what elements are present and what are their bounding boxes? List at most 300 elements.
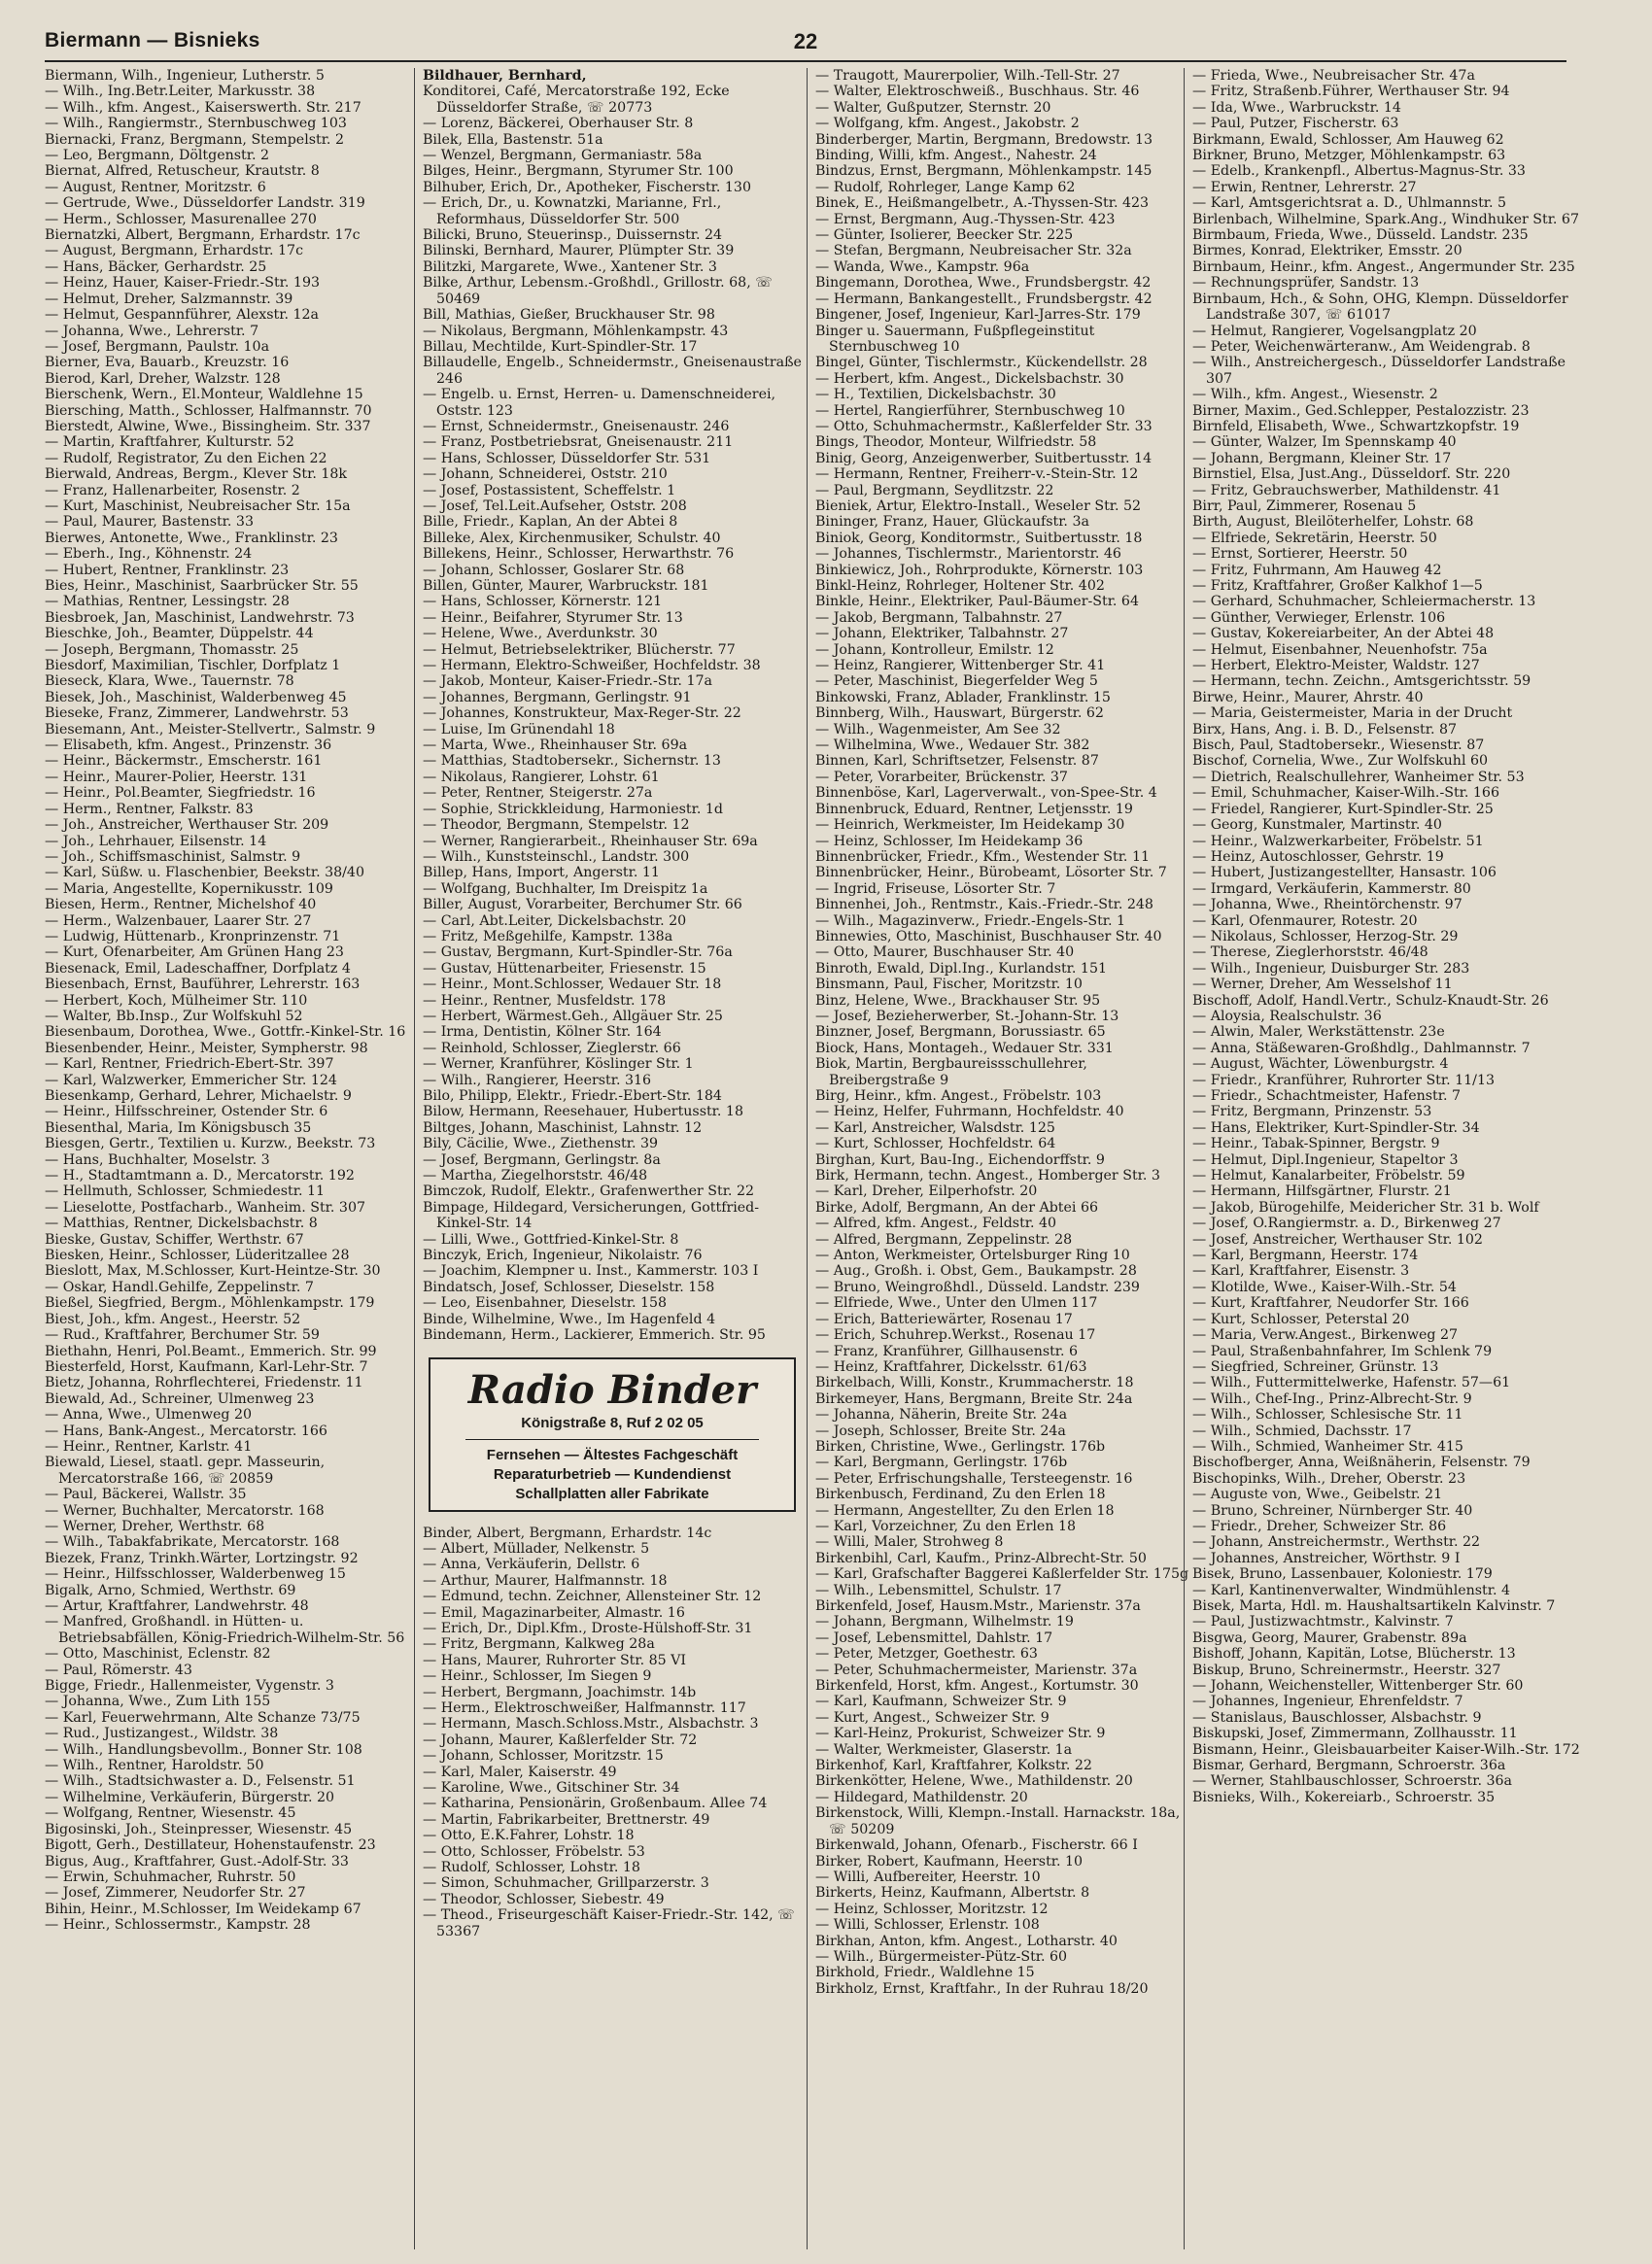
- directory-entry: — Peter, Weichenwärteranw., Am Weidengrab. 8: [1192, 338, 1531, 355]
- directory-entry: — Karl, Kantinenverwalter, Windmühlenstr. 4: [1192, 1582, 1511, 1598]
- directory-entry: — Lilli, Wwe., Gottfried-Kinkel-Str. 8: [423, 1231, 679, 1248]
- directory-entry: — Luise, Im Grünendahl 18: [423, 721, 615, 738]
- directory-entry: — Johann, Weichensteller, Wittenberger Str. 60: [1192, 1678, 1524, 1695]
- directory-entry: Birmes, Konrad, Elektriker, Emsstr. 20: [1192, 243, 1463, 259]
- directory-entry: Binz, Helene, Wwe., Brackhauser Str. 95: [815, 992, 1101, 1009]
- header-name-range: Biermann — Bisnieks: [45, 29, 260, 51]
- directory-entry: — Paul, Bergmann, Seydlitzstr. 22: [815, 482, 1054, 498]
- directory-entry: — Friedr., Dreher, Schweizer Str. 86: [1192, 1518, 1447, 1534]
- directory-entry: — Günter, Walzer, Im Spennskamp 40: [1192, 434, 1457, 451]
- directory-entry: — Karl, Feuerwehrmann, Alte Schanze 73/75: [45, 1709, 361, 1726]
- directory-entry: — Heinr., Maurer-Polier, Heerstr. 131: [45, 769, 308, 785]
- directory-entry: — Artur, Kraftfahrer, Landwehrstr. 48: [45, 1598, 309, 1614]
- directory-entry: — Wilh., Kunststeinschl., Landstr. 300: [423, 848, 690, 865]
- directory-entry: — Albert, Müllader, Nelkenstr. 5: [423, 1540, 650, 1557]
- directory-entry: — Hans, Schlosser, Düsseldorfer Str. 531: [423, 450, 711, 466]
- directory-entry: Binding, Willi, kfm. Angest., Nahestr. 24: [815, 148, 1097, 164]
- page-header: [45, 27, 1566, 62]
- directory-entry: — Gustav, Bergmann, Kurt-Spindler-Str. 76a: [423, 944, 733, 961]
- directory-entry: — Alfred, Bergmann, Zeppelinstr. 28: [815, 1231, 1073, 1248]
- directory-entry: — Herbert, Elektro-Meister, Waldstr. 127: [1192, 658, 1480, 674]
- directory-entry: Bisnieks, Wilh., Kokereiarb., Schroerstr. 35: [1192, 1789, 1496, 1805]
- directory-entry: — Stanislaus, Bauschlosser, Alsbachstr. 9: [1192, 1709, 1482, 1726]
- directory-entry: — Katharina, Pensionärin, Großenbaum. Allee 74: [423, 1796, 768, 1812]
- directory-entry: — Karl, Bergmann, Heerstr. 174: [1192, 1248, 1419, 1264]
- directory-entry: — Helmut, Dreher, Salzmannstr. 39: [45, 291, 293, 307]
- directory-entry: — Wanda, Wwe., Kampstr. 96a: [815, 258, 1030, 275]
- directory-entry: — Joh., Anstreicher, Werthauser Str. 209: [45, 817, 329, 834]
- directory-entry: — Sophie, Strickkleidung, Harmoniestr. 1d: [423, 801, 723, 817]
- directory-entry: — Otto, Maschinist, Eclenstr. 82: [45, 1646, 271, 1663]
- directory-entry: — Karl, Grafschafter Baggerei Kaßlerfelder Str. 175g: [815, 1566, 1189, 1583]
- ad-line-2: Reparaturbetrieb — Kundendienst: [493, 1465, 732, 1483]
- directory-entry: — H., Stadtamtmann a. D., Mercatorstr. 192: [45, 1168, 355, 1184]
- directory-entry: — Rechnungsprüfer, Sandstr. 13: [1192, 275, 1420, 292]
- directory-entry: — Ernst, Schneidermstr., Gneisenaustr. 246: [423, 418, 730, 434]
- directory-entry: — Franz, Postbetriebsrat, Gneisenaustr. 211: [423, 434, 734, 451]
- directory-entry: — Wilh., Stadtsichwaster a. D., Felsenstr. 51: [45, 1773, 356, 1790]
- directory-entry: — August, Bergmann, Erhardstr. 17c: [45, 243, 304, 259]
- directory-entry: — Wolfgang, Rentner, Wiesenstr. 45: [45, 1805, 296, 1822]
- directory-entry: — Karl, Süßw. u. Flaschenbier, Beekstr. 38/40: [45, 865, 364, 881]
- directory-entry: — August, Wächter, Löwenburgstr. 4: [1192, 1056, 1449, 1073]
- directory-entry: Binnewies, Otto, Maschinist, Buschhauser Str. 40: [815, 928, 1162, 944]
- column-4: [1184, 68, 1595, 2249]
- directory-entry: Billaudelle, Engelb., Schneidermstr., Gneisenaustraße 246: [423, 355, 802, 387]
- directory-entry: — Werner, Dreher, Werthstr. 68: [45, 1518, 265, 1534]
- directory-entry: Bihin, Heinr., M.Schlosser, Im Weidekamp 67: [45, 1901, 361, 1917]
- directory-entry: — Karl, Dreher, Eilperhofstr. 20: [815, 1183, 1038, 1200]
- directory-entry: — Martin, Fabrikarbeiter, Brettnerstr. 49: [423, 1811, 710, 1828]
- directory-entry: — Karl, Walzwerker, Emmericher Str. 124: [45, 1072, 337, 1088]
- directory-entry: — Hans, Bank-Angest., Mercatorstr. 166: [45, 1423, 327, 1439]
- radio-binder-advertisement: [429, 1357, 796, 1512]
- directory-entry: — Karl, Amtsgerichtsrat a. D., Uhlmannstr. 5: [1192, 195, 1507, 212]
- directory-entry: Binger u. Sauermann, Fußpflegeinstitut Sternbuschweg 10: [815, 323, 1095, 355]
- directory-entry: Birkelbach, Willi, Konstr., Krummacherstr. 18: [815, 1375, 1134, 1391]
- directory-entry: — Willi, Schlosser, Erlenstr. 108: [815, 1917, 1040, 1934]
- directory-entry: — Fritz, Bergmann, Prinzenstr. 53: [1192, 1104, 1432, 1120]
- directory-entry: Biezek, Franz, Trinkh.Wärter, Lortzingstr. 92: [45, 1550, 359, 1566]
- directory-entry: Binroth, Ewald, Dipl.Ing., Kurlandstr. 151: [815, 960, 1108, 977]
- directory-entry: Binkiewicz, Joh., Rohrprodukte, Körnerstr. 103: [815, 562, 1144, 578]
- directory-entry: — Nikolaus, Bergmann, Möhlenkampstr. 43: [423, 323, 729, 339]
- directory-entry: Bindzus, Ernst, Bergmann, Möhlenkampstr. 145: [815, 163, 1153, 180]
- directory-entry: Biesterfeld, Horst, Kaufmann, Karl-Lehr-Str. 7: [45, 1358, 368, 1375]
- directory-entry: — Leo, Eisenbahner, Dieselstr. 158: [423, 1295, 668, 1312]
- directory-entry: Birke, Adolf, Bergmann, An der Abtei 66: [815, 1199, 1099, 1216]
- directory-entry: Binde, Wilhelmine, Wwe., Im Hagenfeld 4: [423, 1311, 716, 1327]
- directory-entry: Bille, Friedr., Kaplan, An der Abtei 8: [423, 514, 678, 531]
- directory-entry: — Johann, Bergmann, Kleiner Str. 17: [1192, 450, 1452, 466]
- directory-entry: — Bruno, Schreiner, Nürnberger Str. 40: [1192, 1502, 1473, 1519]
- directory-entry: — Otto, Schlosser, Fröbelstr. 53: [423, 1843, 645, 1860]
- directory-entry: Bieseke, Franz, Zimmerer, Landwehrstr. 53: [45, 705, 349, 722]
- directory-entry: — Joseph, Schlosser, Breite Str. 24a: [815, 1423, 1066, 1439]
- directory-entry: Biesenbaum, Dorothea, Wwe., Gottfr.-Kinkel-Str. 16: [45, 1024, 406, 1041]
- directory-entry: — Hermann, Angestellter, Zu den Erlen 18: [815, 1502, 1115, 1519]
- directory-entry: Bisek, Marta, Hdl. m. Haushaltsartikeln Kalvinstr. 7: [1192, 1598, 1556, 1614]
- directory-entry: — Wilh., Schmied, Dachsstr. 17: [1192, 1423, 1412, 1439]
- directory-entry: — Josef, Lebensmittel, Dahlstr. 17: [815, 1629, 1053, 1646]
- directory-entry: Biller, August, Vorarbeiter, Berchumer Str. 66: [423, 897, 742, 913]
- directory-entry: — Werner, Rangierarbeit., Rheinhauser Str. 69a: [423, 833, 758, 849]
- directory-entry: Biesenbender, Heinr., Meister, Sympherstr. 98: [45, 1040, 368, 1056]
- directory-entry: — Johannes, Konstrukteur, Max-Reger-Str. 22: [423, 705, 741, 722]
- directory-entry: — Günther, Verwieger, Erlenstr. 106: [1192, 609, 1446, 626]
- directory-entry: — Günter, Isolierer, Beecker Str. 225: [815, 227, 1074, 244]
- directory-entry: Biermann, Wilh., Ingenieur, Lutherstr. 5: [45, 68, 325, 84]
- directory-entry: Bill, Mathias, Gießer, Bruckhauser Str. 98: [423, 307, 715, 324]
- directory-entry: — Helmut, Dipl.Ingenieur, Stapeltor 3: [1192, 1151, 1459, 1168]
- directory-entry: — Karl-Heinz, Prokurist, Schweizer Str. 9: [815, 1726, 1106, 1742]
- directory-entry: — Matthias, Rentner, Dickelsbachstr. 8: [45, 1216, 318, 1232]
- directory-entry: — Heinz, Schlosser, Moritzstr. 12: [815, 1901, 1049, 1917]
- directory-entry: — Paul, Straßenbahnfahrer, Im Schlenk 79: [1192, 1343, 1493, 1359]
- directory-entry: — Dietrich, Realschullehrer, Wanheimer Str. 53: [1192, 769, 1525, 785]
- directory-entry: — Rudolf, Registrator, Zu den Eichen 22: [45, 450, 327, 466]
- directory-entry: Bisek, Bruno, Lassenbauer, Koloniestr. 179: [1192, 1566, 1493, 1583]
- directory-columns: [45, 68, 1586, 2254]
- directory-entry: — Johann, Schneiderei, Oststr. 210: [423, 466, 668, 483]
- directory-entry: Bietz, Johanna, Rohrflechterei, Friedenstr. 11: [45, 1375, 363, 1391]
- directory-entry: Biesbroek, Jan, Maschinist, Landwehrstr. 73: [45, 609, 355, 626]
- directory-entry: Billeke, Alex, Kirchenmusiker, Schulstr. 40: [423, 530, 721, 546]
- directory-entry: — Friedr., Schachtmeister, Hafenstr. 7: [1192, 1088, 1462, 1104]
- directory-entry: — Erich, Dr., u. Kownatzki, Marianne, Frl., Reformhaus, Düsseldorfer Str. 500: [423, 195, 722, 227]
- directory-entry: Birwe, Heinr., Maurer, Ahrstr. 40: [1192, 689, 1424, 705]
- directory-entry: — Traugott, Maurerpolier, Wilh.-Tell-Str. 27: [815, 68, 1120, 84]
- directory-entry: Binder, Albert, Bergmann, Erhardstr. 14c: [423, 1525, 712, 1541]
- directory-entry: — Heinr., Beifahrer, Styrumer Str. 13: [423, 609, 683, 626]
- directory-entry: — Erich, Batteriewärter, Rosenau 17: [815, 1311, 1073, 1327]
- directory-entry: — Erwin, Rentner, Lehrerstr. 27: [1192, 179, 1417, 195]
- directory-entry: Binig, Georg, Anzeigenwerber, Suitbertusstr. 14: [815, 450, 1153, 466]
- directory-entry: — Kurt, Schlosser, Hochfeldstr. 64: [815, 1136, 1056, 1152]
- directory-entry: — Heinr., Walzwerkarbeiter, Fröbelstr. 51: [1192, 833, 1484, 849]
- directory-entry: — Arthur, Maurer, Halfmannstr. 18: [423, 1572, 668, 1589]
- directory-entry: — Eberh., Ing., Köhnenstr. 24: [45, 546, 253, 563]
- directory-entry: — Helmut, Betriebselektriker, Blücherstr. 77: [423, 641, 736, 658]
- directory-entry: — Theod., Friseurgeschäft Kaiser-Friedr.-Str. 142, ☏ 53367: [423, 1907, 795, 1939]
- directory-entry: Biesken, Heinr., Schlosser, Lüderitzallee 28: [45, 1248, 350, 1264]
- directory-entry: Bindatsch, Josef, Schlosser, Dieselstr. 158: [423, 1279, 715, 1295]
- directory-entry: — Herbert, Bergmann, Joachimstr. 14b: [423, 1684, 697, 1700]
- directory-entry: — Martin, Kraftfahrer, Kulturstr. 52: [45, 434, 294, 451]
- directory-entry: Biltges, Johann, Maschinist, Lahnstr. 12: [423, 1119, 703, 1136]
- directory-entry: — Lieselotte, Postfacharb., Wanheim. Str. 307: [45, 1199, 365, 1216]
- directory-entry: Bilke, Arthur, Lebensm.-Großhdl., Grillostr. 68, ☏ 50469: [423, 275, 773, 307]
- directory-entry: — Willi, Maler, Strohweg 8: [815, 1534, 1004, 1551]
- directory-entry: — Peter, Maschinist, Biegerfelder Weg 5: [815, 673, 1098, 690]
- directory-entry: — Rud., Kraftfahrer, Berchumer Str. 59: [45, 1327, 320, 1344]
- directory-entry: — Helmut, Eisenbahner, Neuenhofstr. 75a: [1192, 641, 1488, 658]
- directory-entry: — Wilh., Handlungsbevollm., Bonner Str. 108: [45, 1741, 362, 1758]
- directory-entry: Bilo, Philipp, Elektr., Friedr.-Ebert-Str. 184: [423, 1088, 722, 1104]
- directory-entry: — Johannes, Anstreicher, Wörthstr. 9 I: [1192, 1550, 1461, 1566]
- directory-entry: Birkenfeld, Josef, Hausm.Mstr., Marienstr. 37a: [815, 1598, 1141, 1614]
- directory-entry: — Franz, Hallenarbeiter, Rosenstr. 2: [45, 482, 300, 498]
- directory-entry: Biesenbach, Ernst, Bauführer, Lehrerstr. 163: [45, 977, 361, 993]
- directory-entry: Bingemann, Dorothea, Wwe., Frundsbergstr. 42: [815, 275, 1152, 292]
- directory-entry: — Josef, Tel.Leit.Aufseher, Oststr. 208: [423, 497, 687, 514]
- directory-entry: Binek, E., Heißmangelbetr., A.-Thyssen-Str. 423: [815, 195, 1150, 212]
- directory-entry: Birkenbusch, Ferdinand, Zu den Erlen 18: [815, 1487, 1106, 1503]
- directory-entry: — Karl, Bergmann, Gerlingstr. 176b: [815, 1455, 1068, 1471]
- directory-entry: — Fritz, Bergmann, Kalkweg 28a: [423, 1636, 655, 1653]
- directory-entry: — Hermann, Bankangestellt., Frundsbergstr. 42: [815, 291, 1153, 307]
- directory-entry: — Reinhold, Schlosser, Zieglerstr. 66: [423, 1040, 681, 1056]
- directory-entry: — Heinr., Schlossermstr., Kampstr. 28: [45, 1917, 311, 1934]
- directory-entry: — Walter, Elektroschweiß., Buschhaus. Str. 46: [815, 84, 1140, 100]
- directory-entry: — Emil, Schuhmacher, Kaiser-Wilh.-Str. 166: [1192, 785, 1499, 802]
- directory-entry: — Auguste von, Wwe., Geibelstr. 21: [1192, 1487, 1443, 1503]
- directory-entry: Birk, Hermann, techn. Angest., Homberger Str. 3: [815, 1168, 1160, 1184]
- directory-entry: Bilitzki, Margarete, Wwe., Xantener Str. 3: [423, 258, 717, 275]
- directory-entry: — Heinr., Hilfsschlosser, Walderbenweg 15: [45, 1566, 346, 1583]
- directory-entry: Biesen, Herm., Rentner, Michelshof 40: [45, 897, 317, 913]
- directory-entry: Biernat, Alfred, Retuscheur, Krautstr. 8: [45, 163, 320, 180]
- directory-entry: Bilges, Heinr., Bergmann, Styrumer Str. 100: [423, 163, 734, 180]
- directory-entry: — Helmut, Kanalarbeiter, Fröbelstr. 59: [1192, 1168, 1465, 1184]
- directory-entry: — Wilh., Ingenieur, Duisburger Str. 283: [1192, 960, 1470, 977]
- directory-entry: Biock, Hans, Montageh., Wedauer Str. 331: [815, 1040, 1114, 1056]
- directory-entry: Bismar, Gerhard, Bergmann, Schroerstr. 36a: [1192, 1758, 1506, 1774]
- directory-entry: — Heinz, Helfer, Fuhrmann, Hochfeldstr. 40: [815, 1104, 1124, 1120]
- directory-entry: — Hans, Maurer, Ruhrorter Str. 85 VI: [423, 1652, 687, 1668]
- directory-entry: — Joh., Schiffsmaschinist, Salmstr. 9: [45, 848, 301, 865]
- directory-entry: — Wilh., Rangierer, Heerstr. 316: [423, 1072, 652, 1088]
- directory-entry: — Anna, Wwe., Ulmenweg 20: [45, 1407, 253, 1424]
- directory-entry: — Heinr., Rentner, Karlstr. 41: [45, 1438, 253, 1455]
- directory-entry: — Irma, Dentistin, Kölner Str. 164: [423, 1024, 662, 1041]
- directory-entry: — Walter, Gußputzer, Sternstr. 20: [815, 99, 1051, 116]
- directory-entry: Bieschke, Joh., Beamter, Düppelstr. 44: [45, 626, 314, 642]
- directory-entry: — Oskar, Handl.Gehilfe, Zeppelinstr. 7: [45, 1279, 314, 1295]
- directory-entry: — Hubert, Rentner, Franklinstr. 23: [45, 562, 290, 578]
- directory-entry: — Heinr., Mont.Schlosser, Wedauer Str. 18: [423, 977, 722, 993]
- directory-entry: Binnberg, Wilh., Hauswart, Bürgerstr. 62: [815, 705, 1104, 722]
- directory-entry: Billekens, Heinr., Schlosser, Herwarthstr. 76: [423, 546, 735, 563]
- directory-entry: — Hans, Schlosser, Körnerstr. 121: [423, 594, 663, 610]
- directory-entry: — Erich, Dr., Dipl.Kfm., Droste-Hülshoff-Str. 31: [423, 1620, 753, 1636]
- directory-entry: — Alfred, kfm. Angest., Feldstr. 40: [815, 1216, 1057, 1232]
- directory-entry: Birkholz, Ernst, Kraftfahr., In der Ruhrau 18/20: [815, 1980, 1149, 1997]
- column-2: [414, 68, 808, 2249]
- directory-entry: Birghan, Kurt, Bau-Ing., Eichendorffstr. 9: [815, 1151, 1105, 1168]
- directory-entry: — Heinr., Rentner, Musfeldstr. 178: [423, 992, 667, 1009]
- directory-entry: — Josef, Bezieherwerber, St.-Johann-Str. 13: [815, 1008, 1119, 1024]
- directory-entry: — Peter, Rentner, Steigerstr. 27a: [423, 785, 653, 802]
- directory-entry: — Peter, Vorarbeiter, Brückenstr. 37: [815, 769, 1068, 785]
- directory-entry: — Willi, Aufbereiter, Heerstr. 10: [815, 1869, 1041, 1885]
- directory-entry: — Georg, Kunstmaler, Martinstr. 40: [1192, 817, 1442, 834]
- directory-entry: Bieniek, Artur, Elektro-Install., Weseler Str. 52: [815, 497, 1142, 514]
- directory-entry: Birmbaum, Frieda, Wwe., Düsseld. Landstr. 235: [1192, 227, 1529, 244]
- directory-entry: — Irmgard, Verkäuferin, Kammerstr. 80: [1192, 880, 1471, 897]
- directory-entry: — Wilhelmine, Verkäuferin, Bürgerstr. 20: [45, 1789, 335, 1805]
- directory-entry: — Herbert, kfm. Angest., Dickelsbachstr. 30: [815, 370, 1124, 387]
- directory-entry: — Anton, Werkmeister, Ortelsburger Ring 10: [815, 1248, 1130, 1264]
- directory-entry: Bigosinski, Joh., Steinpresser, Wiesenstr. 45: [45, 1821, 353, 1837]
- directory-entry: — Karl, Maler, Kaiserstr. 49: [423, 1764, 617, 1780]
- ad-line-1: Fernsehen — Ältestes Fachgeschäft: [486, 1446, 739, 1463]
- directory-entry: — Wilh., kfm. Angest., Kaiserswerth. Str. 217: [45, 99, 361, 116]
- directory-entry: — Johann, Bergmann, Wilhelmstr. 19: [815, 1614, 1074, 1630]
- directory-entry: — Wilh., Ing.Betr.Leiter, Markusstr. 38: [45, 84, 316, 100]
- directory-entry: — Wilh., Lebensmittel, Schulstr. 17: [815, 1582, 1062, 1598]
- directory-entry: — Heinr., Schlosser, Im Siegen 9: [423, 1668, 652, 1685]
- directory-entry: — Wolfgang, Buchhalter, Im Dreispitz 1a: [423, 880, 708, 897]
- directory-entry: — Josef, Postassistent, Scheffelstr. 1: [423, 482, 676, 498]
- directory-entry: — Joh., Lehrhauer, Eilsenstr. 14: [45, 833, 267, 849]
- directory-entry-bold: Bildhauer, Bernhard,: [423, 68, 587, 84]
- directory-entry: Bischof, Cornelia, Wwe., Zur Wolfskuhl 60: [1192, 753, 1489, 770]
- directory-entry: Biersching, Matth., Schlosser, Halfmannstr. 70: [45, 402, 372, 419]
- directory-entry: — Ingrid, Friseuse, Lösorter Str. 7: [815, 880, 1056, 897]
- directory-entry: — Stefan, Bergmann, Neubreisacher Str. 32a: [815, 243, 1132, 259]
- directory-entry: Biesgen, Gertr., Textilien u. Kurzw., Beekstr. 73: [45, 1136, 376, 1152]
- directory-entry: — Fritz, Meßgehilfe, Kampstr. 138a: [423, 928, 673, 944]
- directory-entry: Birnbaum, Heinr., kfm. Angest., Angermunder Str. 235: [1192, 258, 1575, 275]
- directory-entry: — Josef, O.Rangiermstr. a. D., Birkenweg 27: [1192, 1216, 1501, 1232]
- directory-entry: — Mathias, Rentner, Lessingstr. 28: [45, 594, 290, 610]
- directory-entry: — Herbert, Koch, Mülheimer Str. 110: [45, 992, 308, 1009]
- directory-entry: Binnenbrücker, Friedr., Kfm., Westender Str. 11: [815, 848, 1151, 865]
- ad-divider: [465, 1439, 759, 1440]
- directory-entry: Binderberger, Martin, Bergmann, Bredowstr. 13: [815, 131, 1153, 148]
- directory-entry: — Gustav, Kokereiarbeiter, An der Abtei 48: [1192, 626, 1495, 642]
- directory-entry: Bieslott, Max, M.Schlosser, Kurt-Heintze-Str. 30: [45, 1263, 381, 1280]
- directory-entry: Bigott, Gerh., Destillateur, Hohenstaufenstr. 23: [45, 1837, 376, 1854]
- directory-entry: — Rud., Justizangest., Wildstr. 38: [45, 1726, 279, 1742]
- directory-entry: — Johanna, Näherin, Breite Str. 24a: [815, 1407, 1068, 1424]
- directory-entry: — Heinr., Tabak-Spinner, Bergstr. 9: [1192, 1136, 1440, 1152]
- directory-entry: — Kurt, Ofenarbeiter, Am Grünen Hang 23: [45, 944, 344, 961]
- directory-entry: — Wilh., Wagenmeister, Am See 32: [815, 721, 1061, 738]
- directory-entry: — Heinz, Kraftfahrer, Dickelsstr. 61/63: [815, 1358, 1087, 1375]
- directory-entry: Birkmann, Ewald, Schlosser, Am Hauweg 62: [1192, 131, 1504, 148]
- directory-entry: — Marta, Wwe., Rheinhauser Str. 69a: [423, 738, 688, 754]
- directory-entry: — Carl, Abt.Leiter, Dickelsbachstr. 20: [423, 912, 687, 929]
- directory-entry: Bingener, Josef, Ingenieur, Karl-Jarres-Str. 179: [815, 307, 1141, 324]
- directory-entry: Bigge, Friedr., Hallenmeister, Vygenstr. 3: [45, 1678, 334, 1695]
- directory-entry: — Hermann, Masch.Schloss.Mstr., Alsbachstr. 3: [423, 1716, 759, 1732]
- directory-entry: — Karl, Anstreicher, Walsdstr. 125: [815, 1119, 1055, 1136]
- directory-entry: Birkemeyer, Hans, Bergmann, Breite Str. 24a: [815, 1390, 1133, 1407]
- directory-entry: — Johann, Schlosser, Moritzstr. 15: [423, 1748, 664, 1765]
- directory-entry: — Karl, Kraftfahrer, Eisenstr. 3: [1192, 1263, 1410, 1280]
- directory-entry: Birkenhof, Karl, Kraftfahrer, Kolkstr. 22: [815, 1758, 1092, 1774]
- directory-entry: — Hubert, Justizangestellter, Hansastr. 106: [1192, 865, 1497, 881]
- directory-entry: Biesdorf, Maximilian, Tischler, Dorfplatz 1: [45, 658, 341, 674]
- directory-entry: — Peter, Metzger, Goethestr. 63: [815, 1646, 1038, 1663]
- directory-entry: — Johanna, Wwe., Rheintörchenstr. 97: [1192, 897, 1463, 913]
- directory-entry: Bigus, Aug., Kraftfahrer, Gust.-Adolf-Str. 33: [45, 1853, 349, 1870]
- directory-entry: — Peter, Schuhmachermeister, Marienstr. 37a: [815, 1662, 1138, 1678]
- directory-entry: — Nikolaus, Schlosser, Herzog-Str. 29: [1192, 928, 1459, 944]
- directory-entry: Bilinski, Bernhard, Maurer, Plümpter Str. 39: [423, 243, 735, 259]
- directory-entry: — Wilh., Schlosser, Schlesische Str. 11: [1192, 1407, 1463, 1424]
- directory-entry: Bismann, Heinr., Gleisbauarbeiter Kaiser-Wilh.-Str. 172: [1192, 1741, 1580, 1758]
- directory-entry: Biewald, Liesel, staatl. gepr. Masseurin, Mercatorstraße 166, ☏ 20859: [45, 1455, 326, 1487]
- directory-entry: — Johann, Elektriker, Talbahnstr. 27: [815, 626, 1069, 642]
- directory-entry: Biesemann, Ant., Meister-Stellvertr., Salmstr. 9: [45, 721, 376, 738]
- directory-entry: — Hermann, Rentner, Freiherr-v.-Stein-Str. 12: [815, 466, 1139, 483]
- directory-entry: — August, Rentner, Moritzstr. 6: [45, 179, 266, 195]
- directory-entry: — Heinr., Bäckermstr., Emscherstr. 161: [45, 753, 323, 770]
- directory-entry: Binzner, Josef, Bergmann, Borussiastr. 65: [815, 1024, 1106, 1041]
- directory-entry: Bilek, Ella, Bastenstr. 51a: [423, 131, 603, 148]
- directory-entry: — Aloysia, Realschulstr. 36: [1192, 1008, 1382, 1024]
- ad-title: Radio Binder: [467, 1366, 757, 1413]
- directory-entry: — Wilh., Magazinverw., Friedr.-Engels-Str. 1: [815, 912, 1126, 929]
- directory-entry: — Edmund, techn. Zeichner, Allensteiner Str. 12: [423, 1589, 762, 1605]
- directory-entry: Bierod, Karl, Dreher, Walzstr. 128: [45, 370, 281, 387]
- directory-entry: — Heinr., Pol.Beamter, Siegfriedstr. 16: [45, 785, 316, 802]
- directory-entry: — Herm., Schlosser, Masurenallee 270: [45, 211, 317, 227]
- directory-entry: Bierwald, Andreas, Bergm., Klever Str. 18k: [45, 466, 348, 483]
- directory-entry: Binkl-Heinz, Rohrleger, Holtener Str. 402: [815, 578, 1105, 594]
- column-1: [45, 68, 414, 2249]
- directory-entry: — Jakob, Bergmann, Talbahnstr. 27: [815, 609, 1063, 626]
- directory-entry: — Maria, Angestellte, Kopernikusstr. 109: [45, 880, 333, 897]
- directory-entry: — Heinz, Schlosser, Im Heidekamp 36: [815, 833, 1084, 849]
- directory-entry: Billau, Mechtilde, Kurt-Spindler-Str. 17: [423, 338, 698, 355]
- directory-entry: — Walter, Werkmeister, Glaserstr. 1a: [815, 1741, 1073, 1758]
- directory-entry: Bings, Theodor, Monteur, Wilfriedstr. 58: [815, 434, 1097, 451]
- directory-entry: — Frieda, Wwe., Neubreisacher Str. 47a: [1192, 68, 1475, 84]
- directory-entry: — Paul, Römerstr. 43: [45, 1662, 192, 1678]
- directory-entry: — Erich, Schuhrep.Werkst., Rosenau 17: [815, 1327, 1096, 1344]
- directory-entry: Binnenhei, Joh., Rentmstr., Kais.-Friedr.-Str. 248: [815, 897, 1153, 913]
- directory-entry: — Wilh., Bürgermeister-Pütz-Str. 60: [815, 1948, 1068, 1965]
- directory-entry: Bischoff, Adolf, Handl.Vertr., Schulz-Knaudt-Str. 26: [1192, 992, 1549, 1009]
- directory-entry: — Wilh., Rentner, Haroldstr. 50: [45, 1758, 264, 1774]
- directory-entry: Bisch, Paul, Stadtobersekr., Wiesenstr. 87: [1192, 738, 1485, 754]
- directory-entry: Bies, Heinr., Maschinist, Saarbrücker Str. 55: [45, 578, 359, 594]
- directory-entry: Bindemann, Herm., Lackierer, Emmerich. Str. 95: [423, 1327, 766, 1344]
- directory-entry: — Johann, Kontrolleur, Emilstr. 12: [815, 641, 1054, 658]
- directory-entry: — Hans, Buchhalter, Moselstr. 3: [45, 1151, 270, 1168]
- directory-entry: — Heinrich, Werkmeister, Im Heidekamp 30: [815, 817, 1125, 834]
- directory-entry: — Alwin, Maler, Werkstättenstr. 23e: [1192, 1024, 1445, 1041]
- directory-entry: Birken, Christine, Wwe., Gerlingstr. 176b: [815, 1438, 1106, 1455]
- directory-entry: Bily, Cäcilie, Wwe., Ziethenstr. 39: [423, 1136, 659, 1152]
- directory-entry: — Herbert, Wärmest.Geh., Allgäuer Str. 25: [423, 1008, 723, 1024]
- directory-entry: — Hermann, Elektro-Schweißer, Hochfeldstr. 38: [423, 658, 761, 674]
- directory-entry: — Fritz, Gebrauchswerber, Mathildenstr. 41: [1192, 482, 1501, 498]
- directory-entry: — Werner, Kranführer, Köslinger Str. 1: [423, 1056, 694, 1073]
- directory-entry: — Peter, Erfrischungshalle, Tersteegenstr. 16: [815, 1470, 1133, 1487]
- directory-entry: — Bruno, Weingroßhdl., Düsseld. Landstr. 239: [815, 1279, 1140, 1295]
- directory-entry: — Wilh., Rangiermstr., Sternbuschweg 103: [45, 116, 347, 132]
- directory-entry: Bilicki, Bruno, Steuerinsp., Duissernstr. 24: [423, 227, 723, 244]
- directory-entry: — Hellmuth, Schlosser, Schmiedestr. 11: [45, 1183, 326, 1200]
- directory-entry: — Elfriede, Sekretärin, Heerstr. 50: [1192, 530, 1437, 546]
- directory-entry: — Hermann, Hilfsgärtner, Flurstr. 21: [1192, 1183, 1452, 1200]
- directory-entry: — Aug., Großh. i. Obst, Gem., Baukampstr. 28: [815, 1263, 1137, 1280]
- directory-entry: — Ernst, Sortierer, Heerstr. 50: [1192, 546, 1408, 563]
- directory-entry: Binkle, Heinr., Elektriker, Paul-Bäumer-Str. 64: [815, 594, 1139, 610]
- directory-entry: Birg, Heinr., kfm. Angest., Fröbelstr. 103: [815, 1088, 1102, 1104]
- directory-entry: — Heinz, Hauer, Kaiser-Friedr.-Str. 193: [45, 275, 320, 292]
- directory-entry: Birkenstock, Willi, Klempn.-Install. Harnackstr. 18a, ☏ 50209: [815, 1805, 1181, 1837]
- directory-entry: — Karl, Vorzeichner, Zu den Erlen 18: [815, 1518, 1077, 1534]
- directory-entry: Bingel, Günter, Tischlermstr., Kückendellstr. 28: [815, 355, 1148, 371]
- directory-entry: — Hans, Elektriker, Kurt-Spindler-Str. 34: [1192, 1119, 1480, 1136]
- directory-entry: Biewald, Ad., Schreiner, Ulmenweg 23: [45, 1390, 315, 1407]
